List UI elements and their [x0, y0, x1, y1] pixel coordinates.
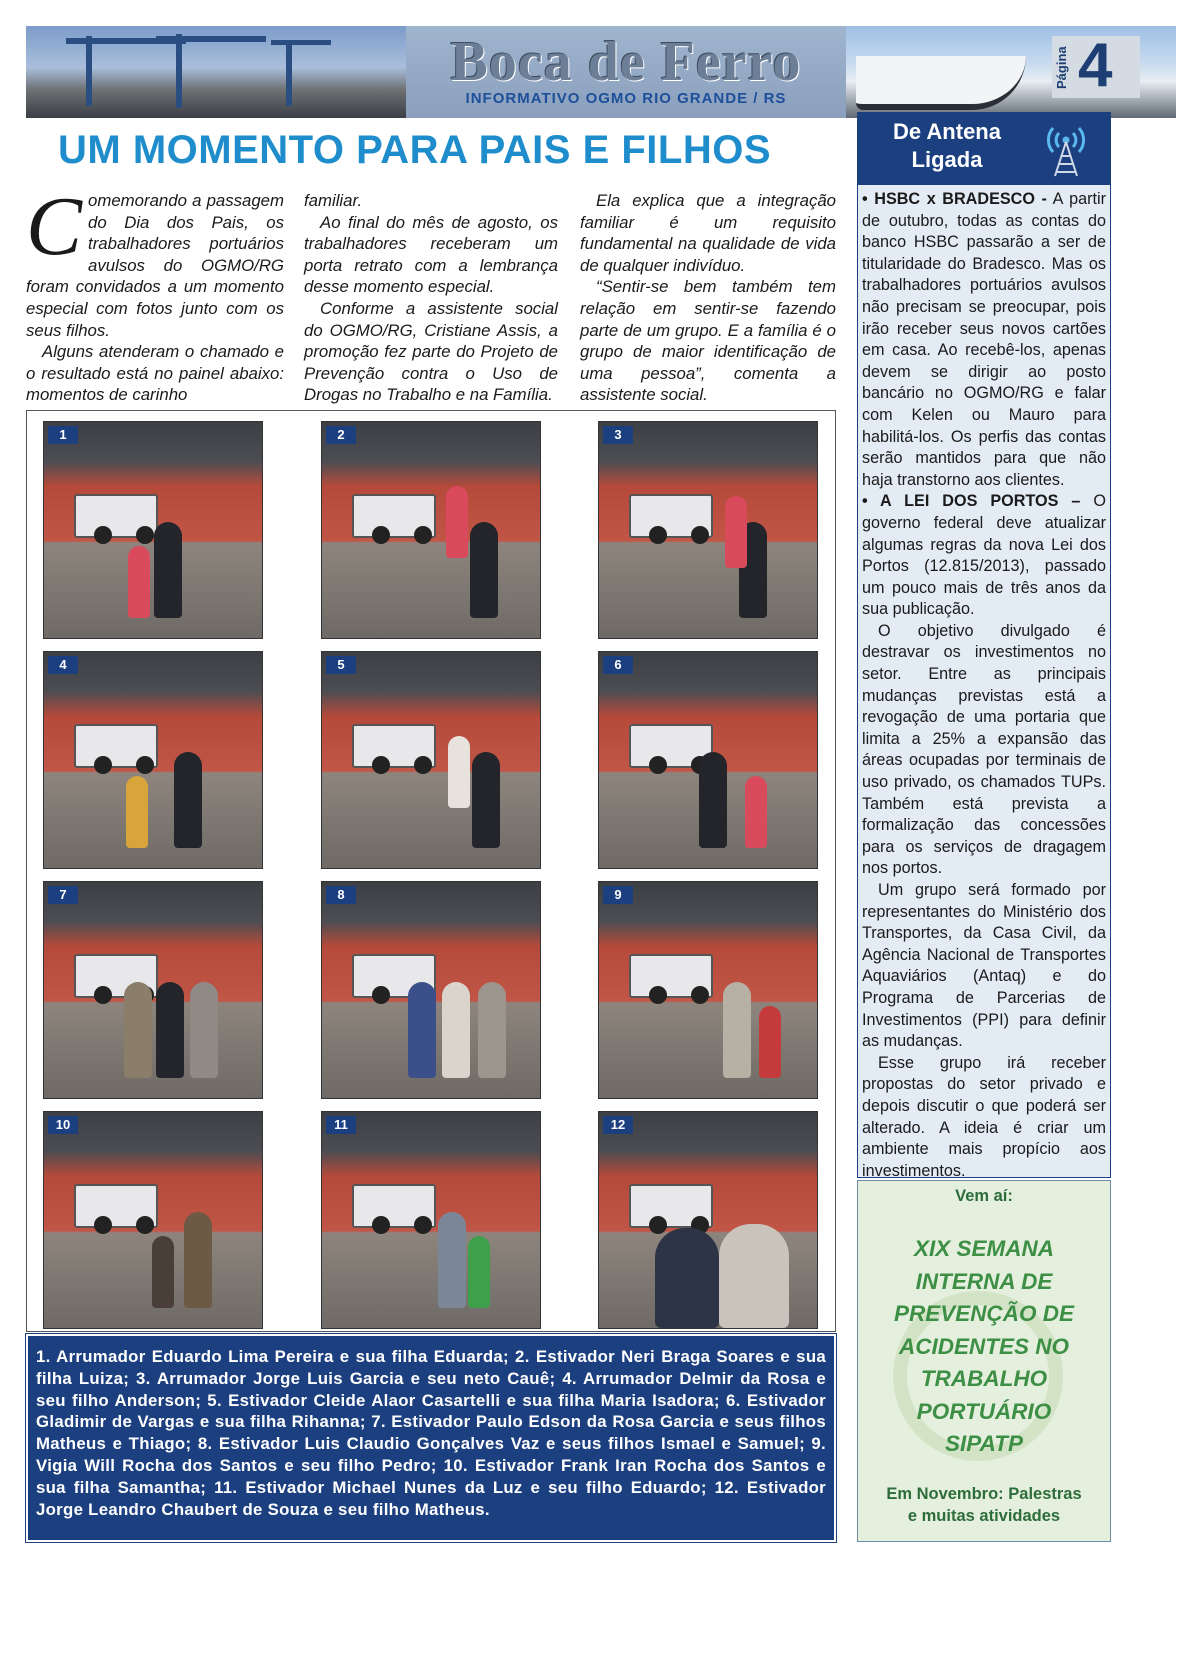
family-photo: [598, 881, 818, 1099]
page-number: 4: [1078, 31, 1113, 100]
photo-caption-box: [26, 1334, 836, 1542]
photo-caption: 1. Arrumador Eduardo Lima Pereira e sua filha Eduarda; 2. Estivador Neri Braga Soares e sua filha Luiza; 3. Arrumador Jorge Luis Garcia e seu neto Cauê; 4. Arrumador Delmir da Rosa e seu filho Anderson; 5. Estivador Cleide Alaor Casartelli e sua filha Maria Isadora; 6. Estivador Gladimir de Vargas e sua filha Rihanna; 7. Estivador Paulo Edson da Rosa Garcia e seus filhos Matheus e Thiago; 8. Estivador Luis Claudio Gonçalves Vaz e seus filhos Ismael e Samuel; 9. Vigia Will Rocha dos Santos e seu filho Pedro; 10. Estivador Frank Iran Rocha dos Santos e sua filha Samantha; 11. Estivador Michael Nunes da Luz e seu filho Eduardo; 12. Estivador Jorge Leandro Chaubert de Souza e seu filho Matheus.: [36, 1347, 826, 1519]
photo-number: 3: [603, 426, 633, 444]
sidebar-item-title: • A LEI DOS PORTOS –: [862, 492, 1081, 511]
event-announcement: [857, 1180, 1111, 1542]
masthead-title-block: [406, 26, 846, 118]
family-photo: [321, 881, 541, 1099]
family-photo: [321, 421, 541, 639]
event-footer-line: Em Novembro: Palestras: [886, 1485, 1082, 1503]
event-title-line: XIX SEMANA: [913, 1236, 1055, 1261]
article-paragraph: Ao final do mês de agosto, os trabalhadores receberam um porta retrato com a lembrança desse momento especial.: [304, 212, 558, 297]
family-photo: [43, 1111, 263, 1329]
sidebar-title: [857, 118, 1037, 174]
page-badge: [1052, 31, 1140, 100]
photo-number: 9: [603, 886, 633, 904]
antenna-icon: [1041, 118, 1091, 178]
sidebar-text: [862, 189, 1106, 1182]
photo-number: 4: [48, 656, 78, 674]
sidebar-paragraph: Um grupo será formado por representantes do Ministério dos Transportes, da Casa Civil, da Agência Nacional de Transportes Aquaviários (Antaq) e do Programa de Parcerias de Investimentos (PPI) para definir as mudanças.: [862, 881, 1106, 1051]
sidebar-item-title: • HSBC x BRADESCO -: [862, 190, 1047, 208]
family-photo: [43, 421, 263, 639]
drop-cap: C: [26, 180, 83, 273]
sidebar-news: [857, 184, 1111, 1178]
event-title-line: PREVENÇÃO DE: [893, 1301, 1075, 1326]
newsletter-subtitle: INFORMATIVO OGMO RIO GRANDE / RS: [465, 90, 787, 107]
family-photo: [43, 651, 263, 869]
port-cranes-photo: [26, 26, 406, 118]
family-photo: [598, 651, 818, 869]
article-paragraph: Conforme a assistente social do OGMO/RG, Cristiane Assis, a promoção fez parte do Projeto de Prevenção contra o Uso de Drogas no Trabalho e na Família.: [304, 298, 558, 405]
article-paragraph: familiar.: [304, 191, 363, 210]
event-footer-line: e muitas atividades: [907, 1507, 1061, 1525]
photo-number: 7: [48, 886, 78, 904]
photo-panel: [26, 410, 836, 1332]
photo-number: 10: [48, 1116, 78, 1134]
article-paragraph: [26, 180, 284, 341]
event-title-line: TRABALHO: [920, 1366, 1048, 1391]
photo-number: 8: [326, 886, 356, 904]
sidebar-paragraph: O objetivo divulgado é destravar os investimentos no setor. Entre as principais mudanças previstas está a revogação de uma portaria que limita a 25% a expansão das áreas ocupadas por terminais de uso privado, os chamados TUPs. Também está prevista a formalização das concessões para os serviços de dragagem nos portos.: [862, 621, 1106, 878]
article-column-3: [580, 190, 836, 406]
article-column-1: [26, 180, 284, 406]
article-headline: UM MOMENTO PARA PAIS E FILHOS: [58, 128, 772, 172]
paragraph-text: omemorando a passagem do Dia dos Pais, os trabalhadores portuários avulsos do OGMO/RG foram convidados a um momento especial com fotos junto com os seus filhos.: [26, 191, 284, 340]
sidebar-header: [857, 112, 1111, 184]
masthead: [26, 26, 1176, 118]
article-column-2: [304, 190, 558, 406]
photo-number: 6: [603, 656, 633, 674]
sidebar-paragraph: Esse grupo irá receber propostas do setor privado e depois discutir o que poderá ser alterado. A ideia é criar um ambiente mais propício aos investimentos.: [862, 1053, 1106, 1180]
event-title-line: INTERNA DE: [915, 1268, 1053, 1294]
event-title-line: PORTUÁRIO: [916, 1398, 1052, 1424]
event-label: Vem aí:: [955, 1187, 1013, 1205]
event-title-line: ACIDENTES NO: [898, 1333, 1069, 1359]
photo-number: 12: [603, 1116, 633, 1134]
photo-number: 11: [326, 1116, 356, 1134]
sidebar-item: [862, 491, 1106, 621]
event-title: [858, 1233, 1110, 1461]
article-paragraph: Ela explica que a integração familiar é um requisito fundamental na qualidade de vida de qualquer indivíduo.: [580, 191, 836, 275]
event-title-line: SIPATP: [945, 1431, 1023, 1456]
sidebar-title-line: Ligada: [911, 147, 983, 172]
photo-number: 2: [326, 426, 356, 444]
photo-number: 5: [326, 656, 356, 674]
sidebar-item: [862, 189, 1106, 491]
sidebar-title-line: De Antena: [893, 119, 1001, 144]
sidebar-item-text: O governo federal deve atualizar algumas regras da nova Lei dos Portos (12.815/2013), passado um pouco mais de três anos da sua publicação.: [862, 492, 1107, 619]
family-photo: [598, 421, 818, 639]
page-label: Página: [1054, 46, 1069, 90]
family-photo: [321, 651, 541, 869]
photo-number: 1: [48, 426, 78, 444]
event-footer: [858, 1483, 1110, 1527]
article-paragraph: Alguns atenderam o chamado e o resultado está no painel abaixo: momentos de carinho: [26, 342, 284, 405]
sidebar-item-text: A partir de outubro, todas as contas do banco HSBC passarão a ser de titularidade do Bradesco. Mas os trabalhadores portuários avulsos não precisam se preocupar, pois irão receber seus novos cartões em casa. Ao recebê-los, apenas devem se dirigir ao posto bancário no OGMO/RG e falar com Kelen ou Mauro para habilitá-los. Os perfis das contas serão mantidos para que não haja transtorno aos clientes.: [862, 190, 1106, 489]
family-photo: [43, 881, 263, 1099]
article-paragraph: “Sentir-se bem também tem relação em sentir-se fazendo parte de um grupo. E a família é o grupo de maior identificação de uma pessoa”, comenta a assistente social.: [580, 277, 836, 405]
newsletter-title: Boca de Ferro: [450, 31, 802, 93]
family-photo: [321, 1111, 541, 1329]
family-photo: [598, 1111, 818, 1329]
